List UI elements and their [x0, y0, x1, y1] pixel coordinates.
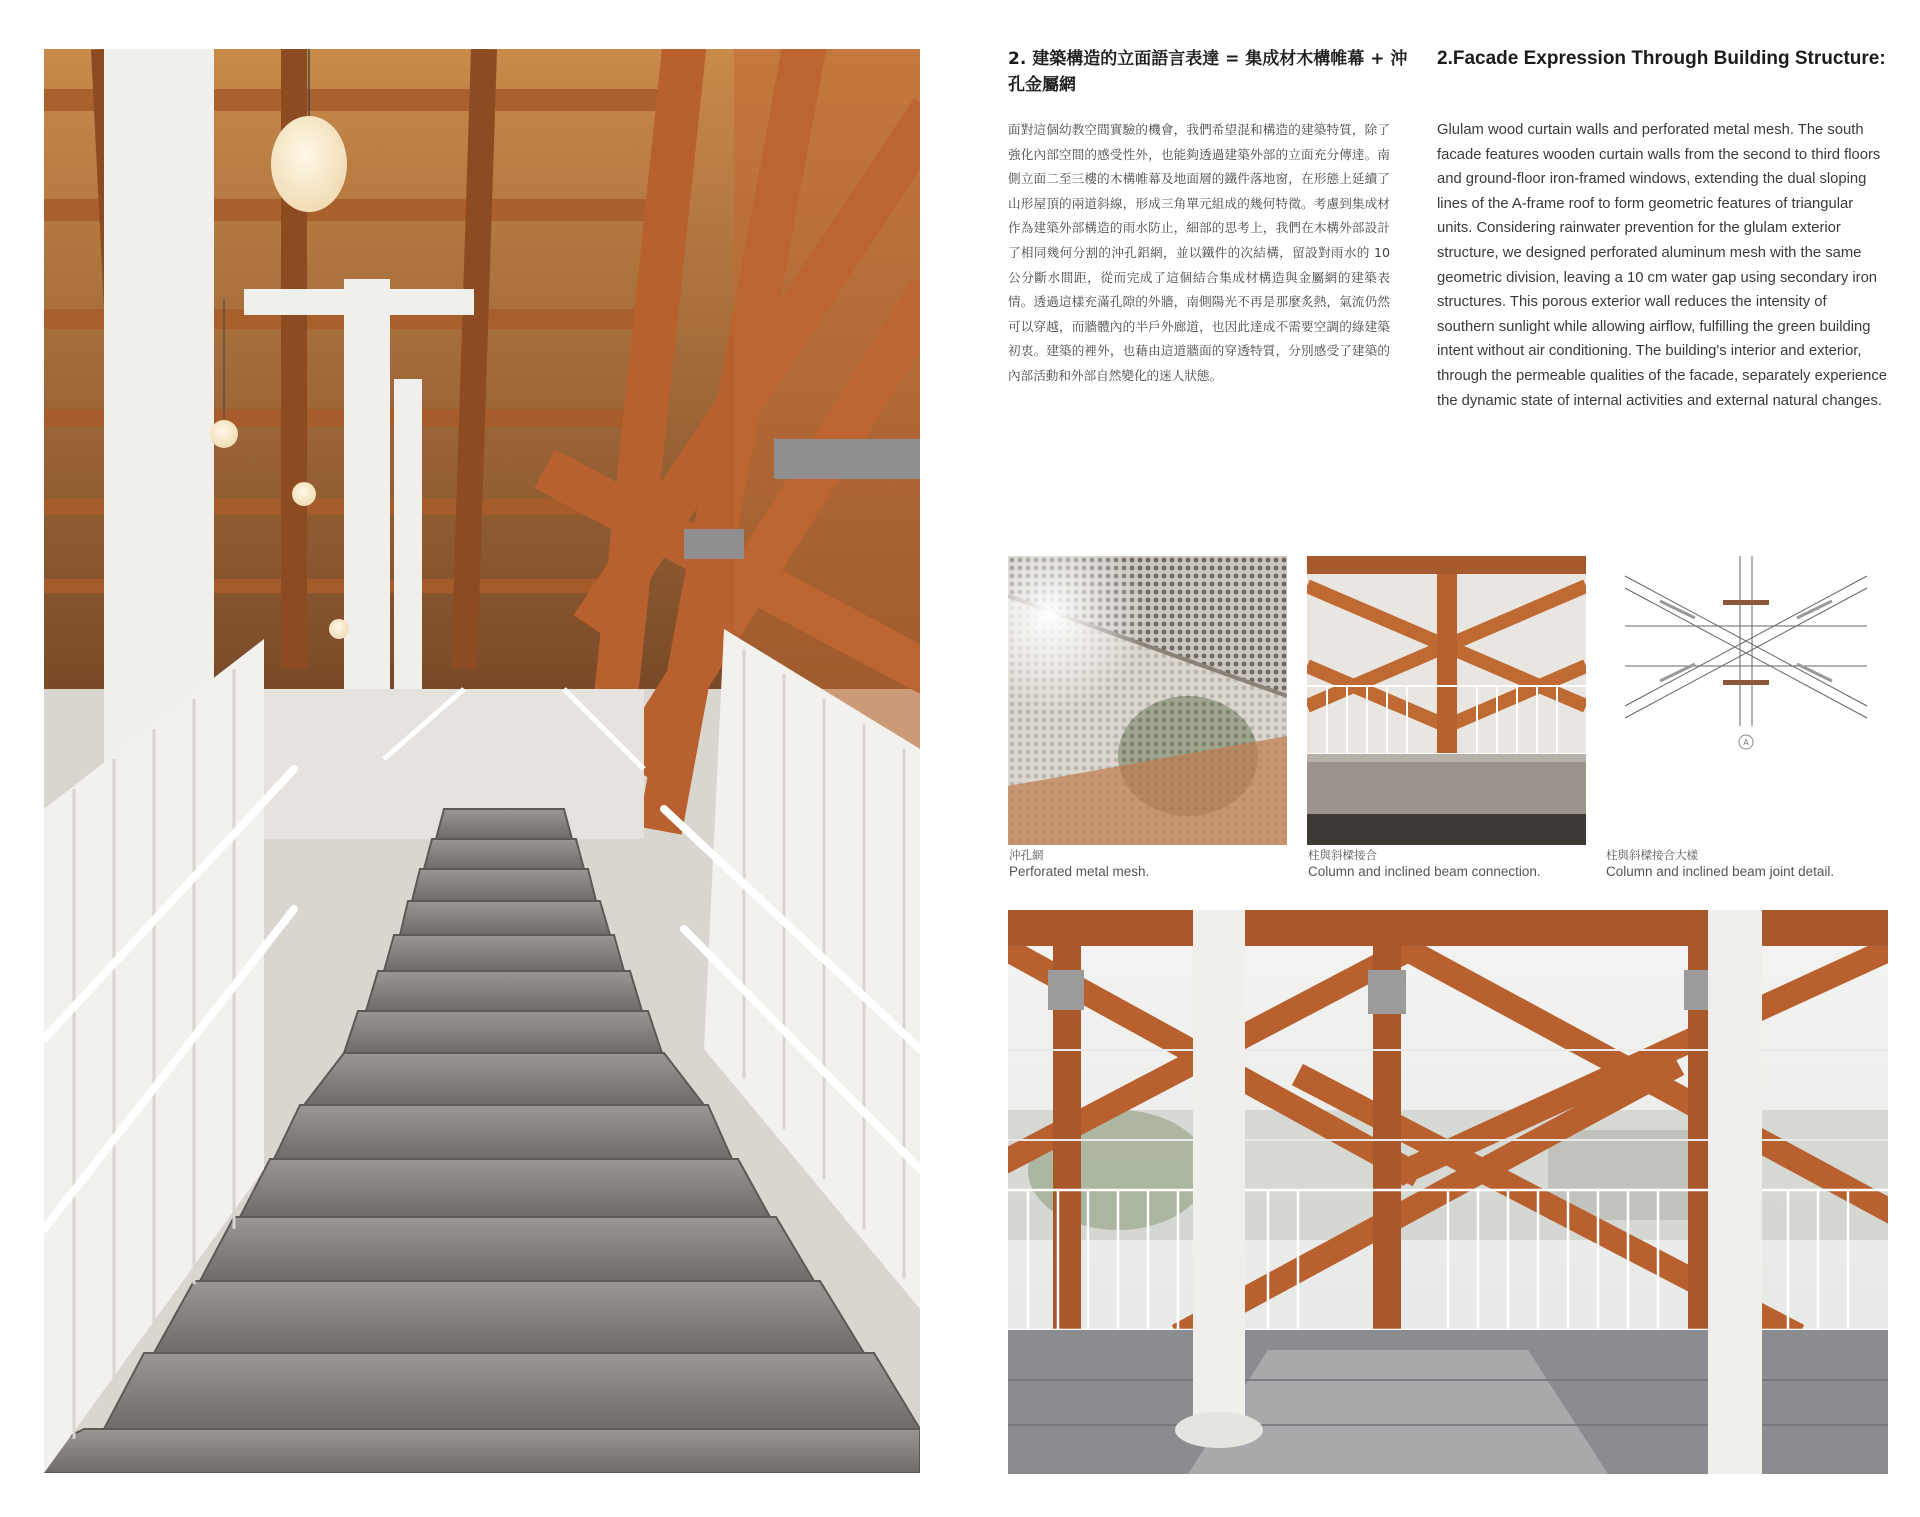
body-text-english: Glulam wood curtain walls and perforated metal mesh. The south facade features wooden curtain walls from the second to third floors and ground-floor iron-framed windows, extending the dual sloping lines of the A-frame roof to form geometric features of triangular units. Considering rainwater prevention for the glulam exterior structure, we designed perforated aluminum mesh with the same geometric division, leaving a 10 cm water gap using secondary iron structures. This porous exterior wall reduces the intensity of southern sunlight while allowing airflow, fulfilling the green building intent without air conditioning. The building's interior and exterior, through the permeable qualities of the facade, separately experience the dynamic state of internal activities and external natural changes. [1437, 122, 1887, 409]
caption-en: Column and inclined beam joint detail. [1606, 864, 1835, 879]
body-text-chinese: 面對這個幼教空間實驗的機會，我們希望混和構造的建築特質，除了強化內部空間的感受性外，也能夠透過建築外部的立面充分傳達。南側立面二至三樓的木構帷幕及地面層的鐵件落地窗，在形態上延續了山形屋頂的兩道斜線，形成三角單元組成的幾何特徵。考慮到集成材作為建築外部構造的雨水防止，細部的思考上，我們在木構外部設計了相同幾何分割的沖孔鋁網，並以鐵件的次結構，留設對雨水的 10 公分斷水間距，從而完成了這個結合集成材構造與金屬網的建築表情。透過這樣充滿孔隙的外牆，南側陽光不再是那麼炙熱，氣流仍然可以穿越，而牆體內的半戶外廊道，也因此達成不需要空調的綠建築初衷。建築的裡外，也藉由這道牆面的穿透特質，分別感受了建築的內部活動和外部自然變化的迷人狀態。 [1008, 122, 1390, 383]
caption-joint-detail [1606, 847, 1896, 881]
caption-en: Column and inclined beam connection. [1308, 864, 1541, 879]
detail-marker-label: A [1743, 738, 1749, 747]
caption-zh: 柱與斜樑接合大樣 [1606, 848, 1698, 862]
beam-connection-photo [1307, 556, 1586, 845]
section-heading-chinese: 2. 建築構造的立面語言表達 = 集成材木構帷幕 + 沖孔金屬網 [1008, 49, 1408, 95]
caption-zh: 沖孔網 [1009, 848, 1044, 862]
caption-beam-connection [1308, 847, 1598, 881]
section-heading-english: 2.Facade Expression Through Building Structure: [1437, 48, 1886, 69]
caption-en: Perforated metal mesh. [1009, 864, 1150, 879]
joint-detail-drawing [1605, 556, 1887, 756]
caption-perforated-mesh [1009, 847, 1299, 881]
caption-zh: 柱與斜樑接合 [1308, 848, 1377, 862]
perforated-mesh-photo [1008, 556, 1287, 845]
staircase-photo [44, 49, 920, 1473]
interior-facade-photo [1008, 910, 1888, 1474]
